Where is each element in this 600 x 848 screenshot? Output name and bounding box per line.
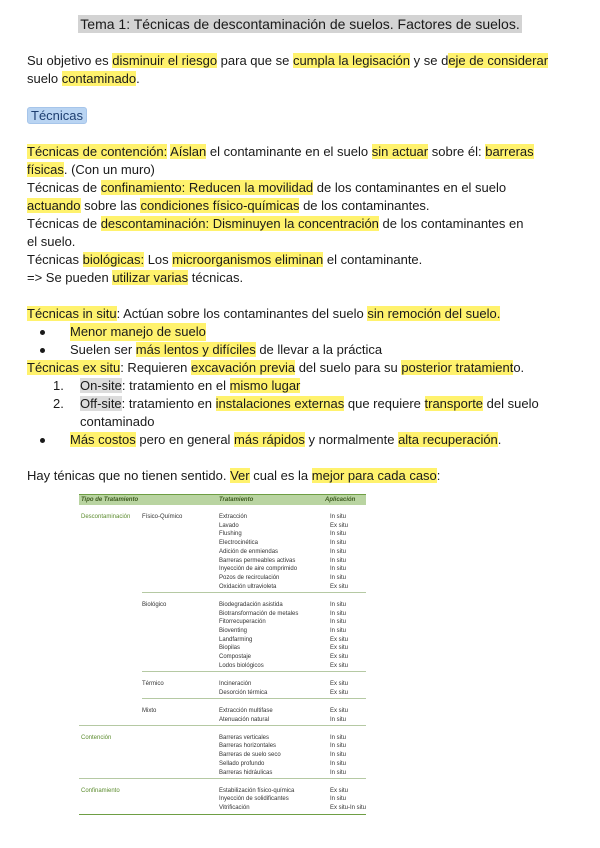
table-category: Descontaminación: [81, 514, 131, 520]
table-divider: [142, 592, 366, 593]
table-treatment: Inyección de aire comprimido: [219, 566, 298, 573]
text: que requiere: [344, 396, 425, 411]
intro-text: para que se: [217, 53, 293, 68]
table-treatment: Electrocinética: [219, 540, 259, 547]
table-application: In situ: [330, 734, 347, 741]
text: Hay ténicas que no tienen sentido.: [27, 468, 231, 483]
table-treatment: Sellado profundo: [219, 760, 265, 767]
table-application: Ex situ-In situ: [330, 805, 367, 812]
text: Suelen ser: [70, 342, 136, 357]
table-treatment: Biopilas: [219, 645, 241, 652]
intro-text: .: [136, 71, 140, 86]
tecnicas-heading: [27, 107, 572, 125]
text: .: [497, 432, 502, 447]
table-application: In situ: [330, 574, 347, 581]
table-treatment: Pozos de recirculación: [219, 574, 280, 581]
text: el contaminante en el suelo: [206, 144, 372, 159]
insitu-paragraph: [27, 305, 572, 323]
highlight: mismo lugar: [229, 378, 301, 393]
exsitu-paragraph: [27, 359, 572, 377]
highlight: alta recuperación: [398, 432, 498, 447]
table-application: In situ: [330, 769, 347, 776]
highlight: actuando: [27, 198, 81, 213]
table-treatment: Barreras permeables activas: [219, 557, 296, 564]
text: :: [436, 468, 441, 483]
table-treatment: Vitrificación: [219, 805, 250, 812]
table-application: In situ: [330, 531, 347, 538]
highlight: excavación previa: [191, 360, 296, 375]
confinamiento-paragraph: [27, 179, 572, 215]
table-application: In situ: [330, 514, 347, 520]
table-treatment: Extracción: [219, 514, 248, 520]
table-application: In situ: [330, 752, 347, 759]
table-application: Ex situ: [330, 689, 349, 696]
table-subcategory: Térmico: [142, 680, 164, 687]
highlight: más rápidos: [234, 432, 305, 447]
text: de llevar a la práctica: [255, 342, 383, 357]
text: y normalmente: [304, 432, 399, 447]
highlight: descontaminación: Disminuyen la concentración: [100, 216, 379, 231]
table-treatment: Biodegradación asistida: [219, 601, 283, 608]
table-application: In situ: [330, 716, 347, 723]
column-header: Tipo de Tratamiento: [81, 496, 139, 503]
table-treatment: Biotransformación de metales: [219, 610, 299, 617]
bullet-dot-icon: [40, 330, 45, 335]
bullet-dot-icon: [40, 348, 45, 353]
table-divider: [142, 698, 366, 699]
text: . (Con un muro): [63, 162, 155, 177]
table-divider: [142, 671, 366, 672]
highlight: Técnicas in situ: [27, 306, 117, 321]
intro-paragraph: [27, 52, 572, 88]
table-application: Ex situ: [330, 645, 349, 652]
column-header: Aplicación: [325, 496, 356, 503]
highlight: Aíslan: [170, 144, 207, 159]
text: de los contaminantes en el suelo: [313, 180, 507, 195]
table-application: In situ: [330, 743, 347, 750]
text: : Requieren: [120, 360, 192, 375]
table-application: Ex situ: [330, 662, 349, 669]
table-application: Ex situ: [330, 636, 349, 643]
table-application: In situ: [330, 557, 347, 564]
text: : tratamiento en el: [121, 378, 230, 393]
text: contaminado: [80, 414, 155, 429]
highlight: transporte: [424, 396, 484, 411]
table-application: In situ: [330, 627, 347, 634]
table-treatment: Barreras horizontales: [219, 743, 277, 750]
highlight: posterior tratamient: [401, 360, 514, 375]
table-treatment: Barreras hidráulicas: [219, 769, 273, 776]
table-application: In situ: [330, 760, 347, 767]
table-bottom-rule: [79, 814, 366, 815]
table-application: Ex situ: [330, 583, 349, 590]
table-treatment: Adición de enmiendas: [219, 548, 279, 555]
table-treatment: Estabilización físico-química: [219, 787, 295, 794]
highlight: instalaciones externas: [215, 396, 345, 411]
closing-paragraph: [27, 467, 572, 485]
highlight: Más costos: [70, 432, 136, 447]
table-application: Ex situ: [330, 787, 349, 794]
table-treatment: Inyección de solidificantes: [219, 796, 289, 803]
text: Técnicas de: [27, 216, 101, 231]
descontaminacion-paragraph: [27, 215, 572, 251]
table-treatment: Bioventing: [219, 627, 248, 634]
text: el contaminante.: [323, 252, 423, 267]
table-application: In situ: [330, 566, 347, 573]
table-application: Ex situ: [330, 707, 349, 714]
text: Los: [144, 252, 173, 267]
text: sobre él:: [428, 144, 486, 159]
highlight: microorganismos eliminan: [172, 252, 324, 267]
table-treatment: Lavado: [219, 522, 239, 529]
highlight: Técnicas de contención:: [27, 144, 168, 159]
contencion-paragraph: [27, 143, 572, 179]
table-header: [79, 494, 366, 505]
table-treatment: Lodos biológicos: [219, 662, 264, 669]
text: : Actúan sobre los contaminantes del suelo: [116, 306, 368, 321]
arrow-line: [27, 269, 572, 287]
table-treatment: Compostaje: [219, 654, 252, 660]
intro-text: suelo: [27, 71, 62, 86]
table-application: Ex situ: [330, 680, 349, 687]
table-treatment: Barreras de suelo seco: [219, 752, 281, 759]
intro-text: y se d: [410, 53, 449, 68]
text: técnicas.: [188, 270, 244, 285]
text: cual es la: [249, 468, 312, 483]
table-application: In situ: [330, 619, 347, 626]
text: Técnicas de: [27, 180, 101, 195]
page-title: Tema 1: Técnicas de descontaminación de suelos. Factores de suelos.: [80, 16, 520, 32]
highlight: contaminado: [61, 71, 137, 86]
highlight: más lentos y difíciles: [135, 342, 256, 357]
table-application: Ex situ: [330, 522, 349, 529]
table-treatment: Extracción multifase: [219, 707, 273, 714]
biologicas-paragraph: [27, 251, 572, 269]
text: : tratamiento en: [121, 396, 216, 411]
table-treatment: Flushing: [219, 531, 242, 538]
table-treatment: Barreras verticales: [219, 734, 270, 741]
table-treatment: Landfarming: [219, 636, 253, 643]
highlight: Menor manejo de suelo: [70, 324, 206, 339]
highlight: físicas: [27, 162, 64, 177]
list-number: 2.: [53, 396, 64, 411]
text: => Se pueden: [27, 270, 113, 285]
table-application: In situ: [330, 610, 347, 617]
table-divider: [79, 778, 366, 779]
table-category: Contención: [81, 734, 112, 741]
highlight: sin actuar: [371, 144, 429, 159]
highlight: Ver: [230, 468, 250, 483]
highlight: utilizar varias: [112, 270, 189, 285]
text: de los contaminantes en: [378, 216, 524, 231]
table-application: In situ: [330, 548, 347, 555]
table-treatment: Incineración: [219, 680, 252, 687]
highlight: Técnicas ex situ: [27, 360, 121, 375]
table-application: In situ: [330, 540, 347, 547]
highlight: Off-site: [80, 396, 122, 411]
highlight: eje de considerar: [448, 53, 549, 68]
text: o.: [513, 360, 525, 375]
text: pero en general: [135, 432, 235, 447]
highlight: condiciones físico-químicas: [140, 198, 300, 213]
table-category: Confinamiento: [81, 787, 120, 794]
highlight: sin remoción del suelo.: [367, 306, 501, 321]
table-application: In situ: [330, 796, 347, 803]
table-treatment: Atenuación natural: [219, 716, 270, 723]
table-treatment: Desorción térmica: [219, 689, 268, 696]
tecnicas-tag: Técnicas: [27, 107, 87, 124]
column-header: Tratamiento: [219, 496, 254, 503]
highlight: disminuir el riesgo: [112, 53, 218, 68]
highlight: barreras: [485, 144, 534, 159]
table-divider: [79, 725, 366, 726]
table-treatment: Oxidación ultravioleta: [219, 583, 277, 590]
text: del suelo: [483, 396, 539, 411]
text: de los contaminantes.: [299, 198, 430, 213]
highlight: On-site: [80, 378, 122, 393]
table-subcategory: Físico-Químico: [142, 514, 183, 520]
highlight: mejor para cada caso: [311, 468, 437, 483]
table-subcategory: Mixto: [142, 707, 157, 714]
bullet-dot-icon: [40, 438, 45, 443]
text: Técnicas: [27, 252, 83, 267]
highlight: confinamiento: Reducen la movilidad: [100, 180, 314, 195]
text: del suelo para su: [295, 360, 402, 375]
table-application: Ex situ: [330, 654, 349, 660]
intro-text: Su objetivo es: [27, 53, 113, 68]
table-treatment: Fitorrecuperación: [219, 619, 266, 626]
table-subcategory: Biológico: [142, 601, 167, 608]
table-application: In situ: [330, 601, 347, 608]
text: el suelo.: [27, 234, 76, 249]
highlight: biológicas:: [82, 252, 145, 267]
title-block: [0, 14, 600, 34]
highlight: cumpla la legisación: [292, 53, 411, 68]
list-number: 1.: [53, 378, 64, 393]
text: sobre las: [80, 198, 141, 213]
